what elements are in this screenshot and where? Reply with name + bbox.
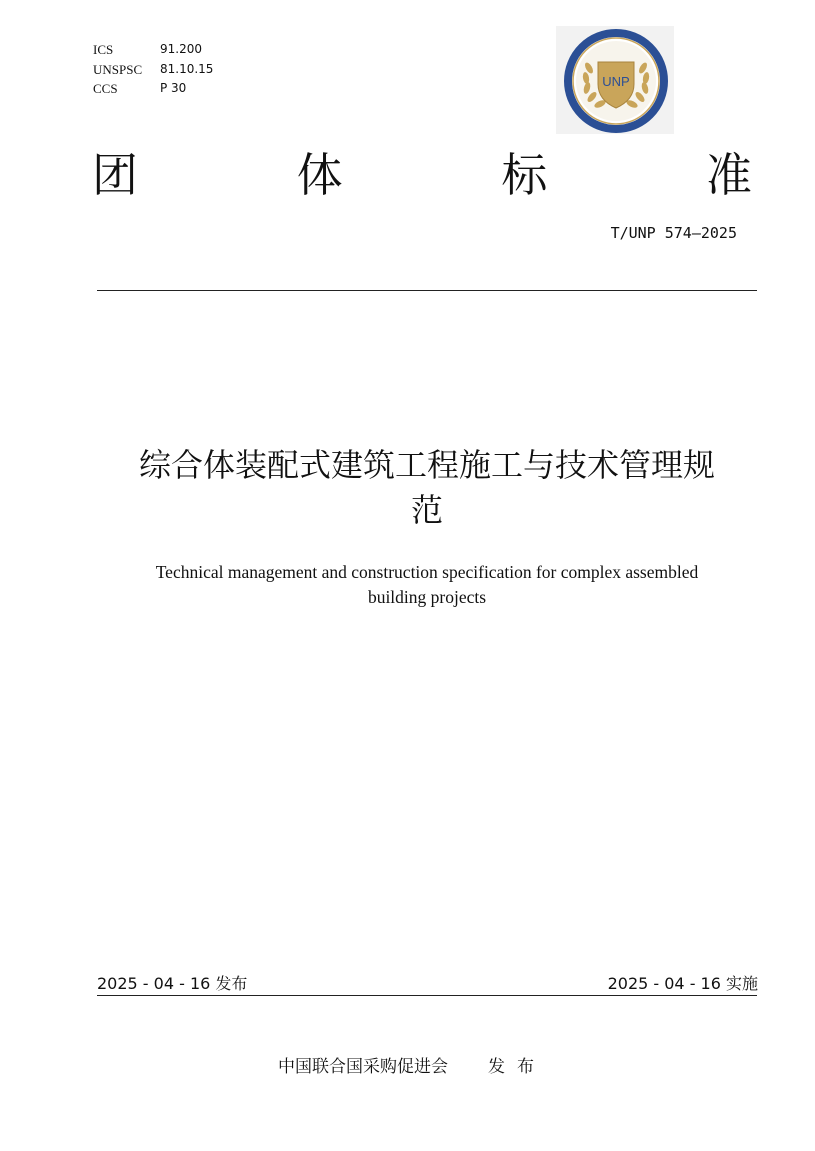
top-divider [97,290,757,291]
chinese-title-line: 范 [410,491,443,529]
classification-block [93,40,213,99]
classification-key: ICS [93,42,114,57]
english-title-line: building projects [367,587,487,607]
bottom-divider [97,995,757,996]
standard-type-heading [92,145,752,205]
issue-date: 2025 - 04 - 16 发布 [97,974,248,993]
classification-key: UNSPSC [93,61,143,77]
classification-value: 91.200 [160,42,202,56]
english-title [107,560,747,610]
classification-key: CCS [93,81,118,96]
standard-type-char: 团 [92,148,138,202]
chinese-title [97,443,757,533]
classification-value: 81.10.15 [160,61,214,76]
implement-date: 2025 - 04 - 16 实施 [607,974,758,993]
english-title-line: Technical management and construction specification for complex assembled [155,562,699,582]
classification-row [93,60,213,80]
logo-text: UNP [602,74,630,89]
classification-value: P 30 [160,81,187,95]
chinese-title-line: 综合体装配式建筑工程施工与技术管理规 [138,446,715,484]
standard-type-char: 准 [705,148,752,202]
classification-row [93,40,213,60]
publisher-action: 发布 [488,1057,546,1077]
unp-logo [556,26,674,134]
standard-type-char: 标 [501,148,548,202]
classification-row [93,79,213,99]
standard-code: T/UNP 574—2025 [610,224,737,242]
publisher-name: 中国联合国采购促进会 [278,1057,448,1077]
publisher-line [278,1052,546,1077]
standard-type-char: 体 [296,148,343,202]
